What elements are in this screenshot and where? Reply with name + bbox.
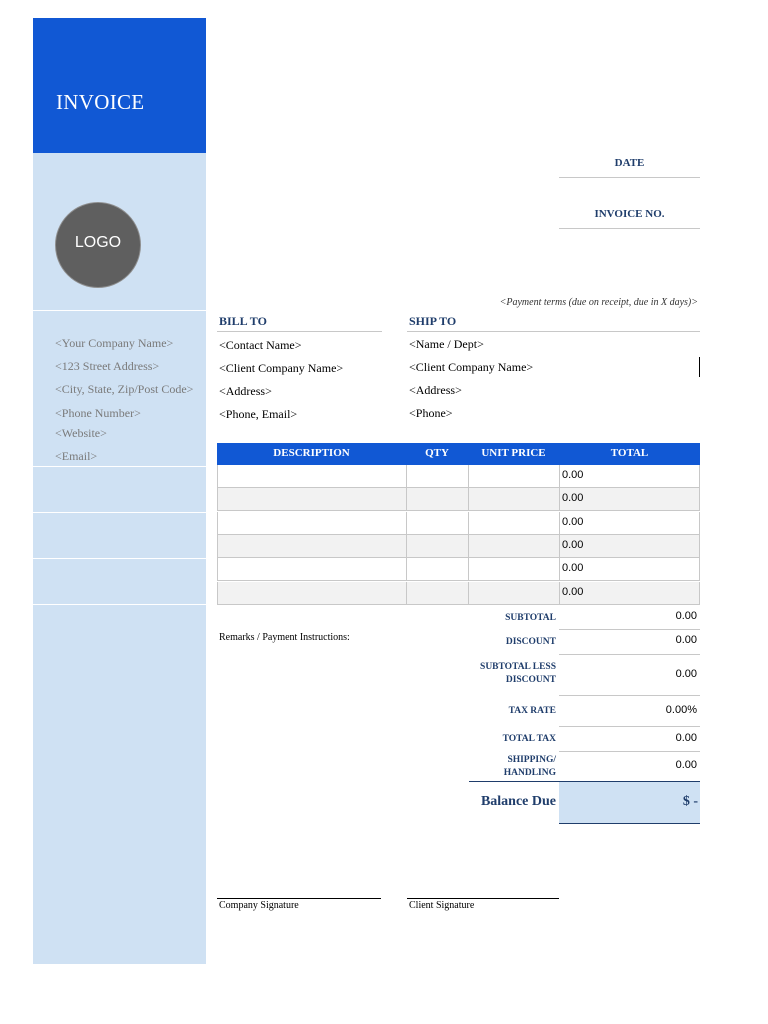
col-qty: QTY <box>425 447 449 459</box>
payment-terms: <Payment terms (due on receipt, due in X days)> <box>499 297 698 308</box>
cell-total[interactable]: 0.00 <box>562 585 584 598</box>
table-row <box>217 465 700 488</box>
cell-divider <box>468 465 469 487</box>
table-row <box>217 582 700 605</box>
cell-divider <box>699 465 700 487</box>
summary-rule <box>559 751 700 752</box>
table-row <box>217 535 700 558</box>
summary-rule <box>559 695 700 696</box>
company-website: <Website> <box>55 426 107 440</box>
cell-divider <box>559 535 560 557</box>
cell-divider <box>217 535 218 557</box>
cell-divider <box>406 488 407 510</box>
cell-divider <box>559 488 560 510</box>
text-cursor <box>699 357 700 377</box>
logo-text: LOGO <box>74 234 122 251</box>
company-city: <City, State, Zip/Post Code> <box>55 382 194 396</box>
col-total: TOTAL <box>610 447 649 459</box>
cell-divider <box>217 465 218 487</box>
cell-divider <box>217 582 218 604</box>
shipping-label <box>460 754 556 780</box>
balance-due-label: Balance Due <box>480 794 556 809</box>
cell-divider <box>217 488 218 510</box>
shipping-label-line1: SHIPPING/ <box>507 755 556 765</box>
summary-rule <box>559 654 700 655</box>
ship-to-phone: <Phone> <box>409 406 453 420</box>
table-row <box>217 488 700 511</box>
cell-total[interactable]: 0.00 <box>562 538 584 551</box>
client-signature-label: Client Signature <box>409 900 475 911</box>
cell-divider <box>699 535 700 557</box>
invoice-title: INVOICE <box>56 90 145 114</box>
cell-total[interactable]: 0.00 <box>562 562 584 575</box>
company-street: <123 Street Address> <box>55 359 160 373</box>
ship-to-address: <Address> <box>409 383 462 397</box>
bill-to-contact: <Contact Name> <box>219 338 302 352</box>
cell-divider <box>406 535 407 557</box>
shipping-label-line2: HANDLING <box>503 768 556 778</box>
table-row <box>217 512 700 535</box>
discount-label: DISCOUNT <box>505 637 556 647</box>
bill-to-address: <Address> <box>219 384 272 398</box>
balance-due-value: $ - <box>682 794 698 809</box>
cell-divider <box>559 512 560 534</box>
cell-total[interactable]: 0.00 <box>562 469 584 481</box>
subtotal-label: SUBTOTAL <box>505 613 556 623</box>
discount-value[interactable]: 0.00 <box>675 634 697 646</box>
col-description: DESCRIPTION <box>273 447 350 459</box>
cell-divider <box>559 558 560 580</box>
invoice-no-field-line <box>559 228 700 229</box>
company-email: <Email> <box>55 449 98 463</box>
tax-rate-label: TAX RATE <box>508 706 556 716</box>
ship-to-title: SHIP TO <box>409 314 457 328</box>
date-label: DATE <box>614 157 645 169</box>
company-signature-line[interactable] <box>217 898 381 899</box>
tax-rate-value[interactable]: 0.00% <box>665 704 697 716</box>
subtotal-less-discount-value[interactable]: 0.00 <box>675 668 697 680</box>
invoice-no-label: INVOICE NO. <box>594 208 665 220</box>
bill-to-title: BILL TO <box>219 314 267 328</box>
cell-divider <box>699 512 700 534</box>
bill-to-phone: <Phone, Email> <box>219 407 298 421</box>
table-row <box>217 558 700 581</box>
summary-rule <box>559 726 700 727</box>
col-unit-price: UNIT PRICE <box>481 447 546 459</box>
bill-to-rule <box>217 331 382 332</box>
company-name: <Your Company Name> <box>55 336 174 350</box>
cell-total[interactable]: 0.00 <box>562 515 584 528</box>
cell-divider <box>559 465 560 487</box>
sidebar-divider <box>33 604 206 605</box>
cell-divider <box>468 512 469 534</box>
cell-divider <box>468 535 469 557</box>
shipping-value[interactable]: 0.00 <box>675 759 697 771</box>
sidebar-divider <box>33 558 206 559</box>
cell-divider <box>699 582 700 604</box>
subtotal-less-discount-label-line1: SUBTOTAL LESS <box>480 662 556 672</box>
subtotal-less-discount-label <box>460 661 556 687</box>
ship-to-company: <Client Company Name> <box>409 360 534 374</box>
sidebar-divider <box>33 512 206 513</box>
sidebar-divider <box>33 466 206 467</box>
sidebar <box>33 18 206 964</box>
date-field-line <box>559 177 700 178</box>
cell-divider <box>468 488 469 510</box>
cell-divider <box>559 582 560 604</box>
cell-divider <box>217 558 218 580</box>
total-tax-value[interactable]: 0.00 <box>675 732 697 744</box>
cell-divider <box>468 582 469 604</box>
cell-divider <box>699 558 700 580</box>
cell-divider <box>217 512 218 534</box>
cell-divider <box>406 582 407 604</box>
title-banner <box>33 18 206 153</box>
cell-divider <box>468 558 469 580</box>
subtotal-value[interactable]: 0.00 <box>675 610 697 622</box>
client-signature-line[interactable] <box>407 898 559 899</box>
cell-divider <box>699 488 700 510</box>
summary-rule <box>559 629 700 630</box>
company-phone: <Phone Number> <box>55 406 141 420</box>
items-table-header <box>217 443 700 465</box>
sidebar-divider <box>33 310 206 311</box>
remarks-label: Remarks / Payment Instructions: <box>219 632 350 643</box>
total-tax-label: TOTAL TAX <box>502 734 556 744</box>
ship-to-rule <box>407 331 700 332</box>
cell-total[interactable]: 0.00 <box>562 492 584 505</box>
ship-to-name: <Name / Dept> <box>409 337 484 351</box>
cell-divider <box>406 465 407 487</box>
cell-divider <box>406 512 407 534</box>
cell-divider <box>406 558 407 580</box>
bill-to-company: <Client Company Name> <box>219 361 344 375</box>
logo-placeholder <box>55 202 141 288</box>
subtotal-less-discount-label-line2: DISCOUNT <box>505 675 556 685</box>
company-signature-label: Company Signature <box>219 900 299 911</box>
